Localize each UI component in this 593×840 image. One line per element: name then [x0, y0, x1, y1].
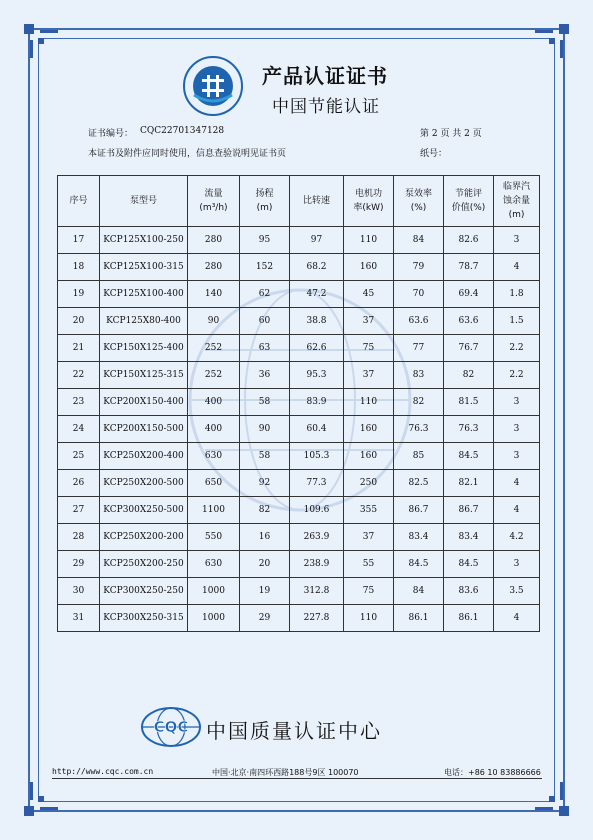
cell-npsh: 3: [494, 551, 540, 578]
cell-head: 90: [240, 416, 290, 443]
table-row: [58, 578, 540, 605]
product-table: [57, 175, 540, 632]
cell-energy-rating: 83.4: [444, 524, 494, 551]
cell-motor-power: 160: [344, 416, 394, 443]
cell-flow: 1100: [188, 497, 240, 524]
footer-phone: 电话：+86 10 83886666: [444, 768, 541, 777]
table-row: [58, 524, 540, 551]
cell-specific-speed: 227.8: [290, 605, 344, 632]
cell-pump-efficiency: 86.1: [394, 605, 444, 632]
cell-index: 28: [58, 524, 100, 551]
cert-number: CQC22701347128: [140, 126, 225, 136]
cell-pump-efficiency: 76.3: [394, 416, 444, 443]
cell-pump-efficiency: 63.6: [394, 308, 444, 335]
cell-energy-rating: 78.7: [444, 254, 494, 281]
cell-flow: 1000: [188, 578, 240, 605]
cell-specific-speed: 312.8: [290, 578, 344, 605]
cell-motor-power: 37: [344, 524, 394, 551]
header-pump-efficiency: 泵效率 (%): [394, 176, 444, 227]
cell-index: 19: [58, 281, 100, 308]
cell-pump-model: KCP250X200-500: [100, 470, 188, 497]
cell-energy-rating: 69.4: [444, 281, 494, 308]
organization-name: 中国质量认证中心: [206, 719, 382, 743]
cell-head: 29: [240, 605, 290, 632]
cell-npsh: 3: [494, 227, 540, 254]
cell-npsh: 3.5: [494, 578, 540, 605]
cell-pump-model: KCP200X150-400: [100, 389, 188, 416]
cell-pump-efficiency: 84: [394, 578, 444, 605]
table-row: [58, 443, 540, 470]
cell-motor-power: 110: [344, 389, 394, 416]
cell-pump-model: KCP125X100-250: [100, 227, 188, 254]
certificate-subtitle: 中国节能认证: [272, 97, 380, 117]
cell-npsh: 4: [494, 470, 540, 497]
cell-npsh: 4: [494, 497, 540, 524]
header-flow: 流量 (m³/h): [188, 176, 240, 227]
cell-index: 26: [58, 470, 100, 497]
cell-index: 25: [58, 443, 100, 470]
cell-flow: 252: [188, 335, 240, 362]
cell-flow: 400: [188, 416, 240, 443]
cell-energy-rating: 81.5: [444, 389, 494, 416]
header-energy-rating: 节能评 价值(%): [444, 176, 494, 227]
cell-npsh: 2.2: [494, 335, 540, 362]
cell-pump-efficiency: 84.5: [394, 551, 444, 578]
cell-motor-power: 37: [344, 308, 394, 335]
cell-motor-power: 55: [344, 551, 394, 578]
cell-energy-rating: 86.7: [444, 497, 494, 524]
header-specific-speed: 比转速: [290, 176, 344, 227]
cell-npsh: 4.2: [494, 524, 540, 551]
certificate-title: 产品认证证书: [262, 64, 388, 88]
cell-specific-speed: 105.3: [290, 443, 344, 470]
cell-energy-rating: 63.6: [444, 308, 494, 335]
table-row: [58, 335, 540, 362]
header-motor-power: 电机功 率(kW): [344, 176, 394, 227]
cell-motor-power: 75: [344, 578, 394, 605]
footer-divider: [52, 778, 542, 779]
cell-npsh: 1.8: [494, 281, 540, 308]
cell-pump-efficiency: 83: [394, 362, 444, 389]
cell-pump-model: KCP125X80-400: [100, 308, 188, 335]
cell-flow: 280: [188, 254, 240, 281]
cqc-logo: [140, 706, 202, 748]
cell-pump-efficiency: 82.5: [394, 470, 444, 497]
cell-pump-model: KCP125X100-315: [100, 254, 188, 281]
cell-motor-power: 110: [344, 227, 394, 254]
cell-pump-model: KCP300X250-315: [100, 605, 188, 632]
cell-flow: 140: [188, 281, 240, 308]
table-row: [58, 308, 540, 335]
table-row: [58, 281, 540, 308]
table-row: [58, 497, 540, 524]
cell-head: 16: [240, 524, 290, 551]
footer-address: 中国·北京·南四环西路188号9区 100070: [212, 768, 359, 777]
cell-energy-rating: 84.5: [444, 551, 494, 578]
header-head: 扬程 (m): [240, 176, 290, 227]
cell-motor-power: 160: [344, 254, 394, 281]
cell-index: 23: [58, 389, 100, 416]
cell-specific-speed: 77.3: [290, 470, 344, 497]
cell-head: 19: [240, 578, 290, 605]
cell-pump-model: KCP125X100-400: [100, 281, 188, 308]
cell-index: 21: [58, 335, 100, 362]
cell-index: 18: [58, 254, 100, 281]
header-pump-model: 泵型号: [100, 176, 188, 227]
cell-pump-model: KCP300X250-500: [100, 497, 188, 524]
cell-pump-model: KCP250X200-250: [100, 551, 188, 578]
cell-energy-rating: 82: [444, 362, 494, 389]
cell-pump-efficiency: 85: [394, 443, 444, 470]
table-row: [58, 470, 540, 497]
cell-specific-speed: 238.9: [290, 551, 344, 578]
cell-index: 22: [58, 362, 100, 389]
cell-specific-speed: 97: [290, 227, 344, 254]
cell-motor-power: 355: [344, 497, 394, 524]
cell-pump-model: KCP200X150-500: [100, 416, 188, 443]
cell-specific-speed: 95.3: [290, 362, 344, 389]
cqc-logo-text: CQC: [153, 718, 189, 736]
cell-pump-model: KCP150X125-315: [100, 362, 188, 389]
cell-specific-speed: 263.9: [290, 524, 344, 551]
cell-pump-efficiency: 86.7: [394, 497, 444, 524]
cert-number-label: 证书编号：: [88, 129, 134, 139]
cell-index: 24: [58, 416, 100, 443]
cell-pump-model: KCP250X200-400: [100, 443, 188, 470]
page-info: 第 2 页 共 2 页: [420, 129, 482, 139]
cell-index: 30: [58, 578, 100, 605]
cell-specific-speed: 38.8: [290, 308, 344, 335]
cell-pump-model: KCP150X125-400: [100, 335, 188, 362]
cell-motor-power: 37: [344, 362, 394, 389]
cell-head: 20: [240, 551, 290, 578]
cell-pump-efficiency: 77: [394, 335, 444, 362]
cell-flow: 280: [188, 227, 240, 254]
cell-npsh: 3: [494, 443, 540, 470]
table-row: [58, 416, 540, 443]
cell-pump-efficiency: 79: [394, 254, 444, 281]
header-index: 序号: [58, 176, 100, 227]
cell-energy-rating: 82.1: [444, 470, 494, 497]
cell-specific-speed: 83.9: [290, 389, 344, 416]
cell-npsh: 4: [494, 605, 540, 632]
cell-pump-model: KCP300X250-250: [100, 578, 188, 605]
cell-pump-efficiency: 83.4: [394, 524, 444, 551]
cell-head: 58: [240, 389, 290, 416]
table-header-row: [58, 176, 540, 227]
cell-index: 31: [58, 605, 100, 632]
cell-npsh: 1.5: [494, 308, 540, 335]
cell-flow: 550: [188, 524, 240, 551]
cell-index: 20: [58, 308, 100, 335]
table-row: [58, 227, 540, 254]
cell-npsh: 3: [494, 416, 540, 443]
cell-energy-rating: 86.1: [444, 605, 494, 632]
cell-head: 95: [240, 227, 290, 254]
cell-flow: 630: [188, 551, 240, 578]
cell-pump-efficiency: 70: [394, 281, 444, 308]
cell-energy-rating: 84.5: [444, 443, 494, 470]
cell-flow: 252: [188, 362, 240, 389]
cell-head: 82: [240, 497, 290, 524]
table-row: [58, 362, 540, 389]
cell-npsh: 3: [494, 389, 540, 416]
table-row: [58, 389, 540, 416]
cell-energy-rating: 76.3: [444, 416, 494, 443]
table-row: [58, 605, 540, 632]
cell-energy-rating: 76.7: [444, 335, 494, 362]
cell-flow: 90: [188, 308, 240, 335]
header-npsh: 临界汽 蚀余量 (m): [494, 176, 540, 227]
paper-number-label: 纸号：: [420, 149, 448, 159]
cell-head: 63: [240, 335, 290, 362]
footer-url[interactable]: http://www.cqc.com.cn: [52, 767, 154, 776]
cell-motor-power: 250: [344, 470, 394, 497]
cell-head: 36: [240, 362, 290, 389]
cell-specific-speed: 60.4: [290, 416, 344, 443]
cell-motor-power: 45: [344, 281, 394, 308]
cell-energy-rating: 82.6: [444, 227, 494, 254]
energy-conservation-logo: [182, 55, 244, 117]
cell-head: 152: [240, 254, 290, 281]
cell-index: 17: [58, 227, 100, 254]
cell-pump-model: KCP250X200-200: [100, 524, 188, 551]
cell-pump-efficiency: 84: [394, 227, 444, 254]
notice-text: 本证书及附件应同时使用，信息查验说明见证书页: [88, 149, 287, 159]
cell-flow: 400: [188, 389, 240, 416]
cell-motor-power: 75: [344, 335, 394, 362]
cell-head: 62: [240, 281, 290, 308]
cell-pump-efficiency: 82: [394, 389, 444, 416]
table-row: [58, 551, 540, 578]
cell-head: 58: [240, 443, 290, 470]
cell-index: 27: [58, 497, 100, 524]
cell-energy-rating: 83.6: [444, 578, 494, 605]
cell-head: 92: [240, 470, 290, 497]
cell-npsh: 2.2: [494, 362, 540, 389]
cell-npsh: 4: [494, 254, 540, 281]
cell-motor-power: 160: [344, 443, 394, 470]
cell-specific-speed: 68.2: [290, 254, 344, 281]
cell-specific-speed: 47.2: [290, 281, 344, 308]
cell-motor-power: 110: [344, 605, 394, 632]
table-row: [58, 254, 540, 281]
cell-flow: 630: [188, 443, 240, 470]
cell-index: 29: [58, 551, 100, 578]
cell-specific-speed: 109.6: [290, 497, 344, 524]
cell-flow: 650: [188, 470, 240, 497]
cell-specific-speed: 62.6: [290, 335, 344, 362]
cell-head: 60: [240, 308, 290, 335]
cell-flow: 1000: [188, 605, 240, 632]
